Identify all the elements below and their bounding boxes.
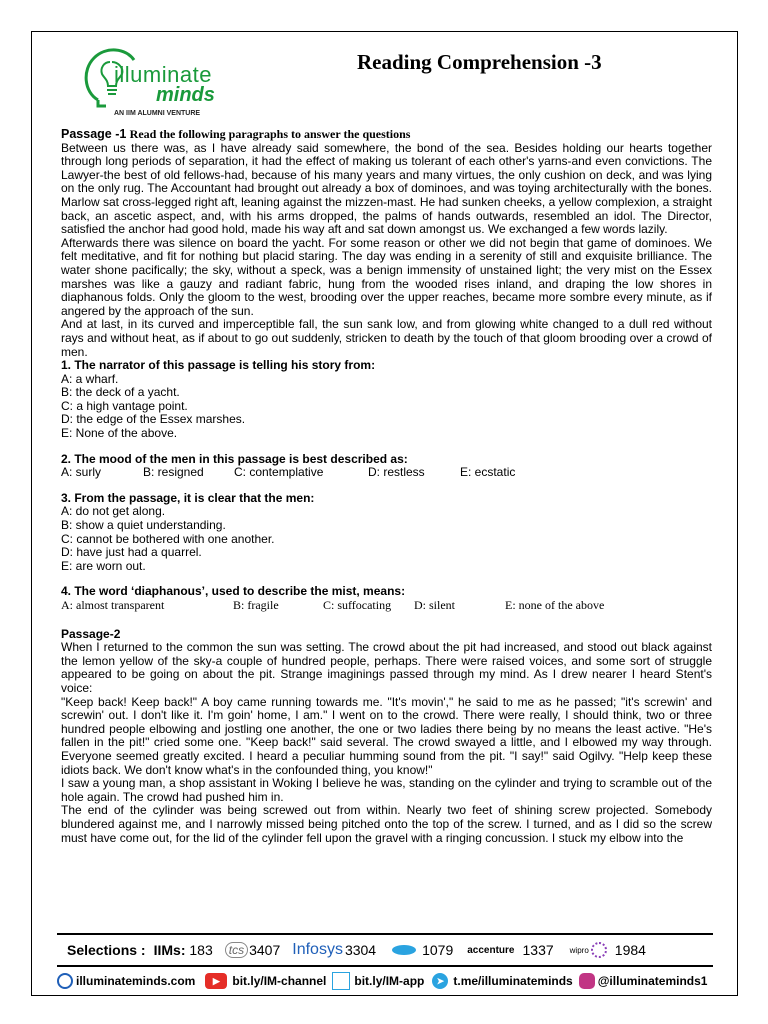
question-4-option: D: silent: [414, 598, 455, 612]
selections-bar: [57, 933, 713, 967]
instagram-icon: [579, 973, 595, 989]
passage-1-paragraph: Afterwards there was silence on board the yacht. For some reason or other we did not begin that game of dominoes. We felt meditative, and fit for nothing but placid staring. The day was ending in a serenity of still and exquisite brilliance. The water shone pacifically; the sky, without a speck, was a benign immensity of unstained light; the very mist on the Essex marshes was like a gauzy and radiant fabric, hung from the wooded rises inland, and draping the low shores in diaphanous folds. Only the gloom to the west, brooding over the upper reaches, became more sombre every minute, as if angered by the approach of the sun.: [61, 235, 712, 318]
youtube-link[interactable]: ▶ bit.ly/IM-channel: [205, 973, 326, 989]
main-content: [61, 128, 712, 845]
question-3-option: A: do not get along.: [61, 504, 166, 519]
stat-infosys: Infosys 3304: [292, 941, 377, 958]
question-1-option: A: a wharf.: [61, 371, 119, 386]
question-2-option: D: restless: [368, 465, 425, 480]
question-1-option: B: the deck of a yacht.: [61, 385, 180, 400]
passage-2-paragraph: "Keep back! Keep back!" A boy came running towards me. "It's movin'," he said to me as he passed; "it's screwin' and screwin' out. I don't like it. I'm goin' home, I am." I went on to the crowd. There were really, I should think, two or three hundred people elbowing and jostling one another, the one or two ladies there being by no means the least active. "He's fallen in the pit!" cried some one. "Keep back!" said several. The crowd swayed a little, and I elbowed my way through. Everyone seemed greatly excited. I heard a peculiar humming sound from the pit. "I say!" said Ogilvy. "Help keep these idiots back. We don't know what's in the confounded thing, you know!": [61, 694, 712, 777]
passage-1-label: Passage -1: [61, 127, 127, 141]
passage-2-paragraph: I saw a young man, a shop assistant in Woking I believe he was, standing on the cylinder and trying to scramble out of the hole again. The crowd had pushed him in.: [61, 776, 712, 804]
question-3: 3. From the passage, it is clear that the men:: [61, 490, 315, 505]
telegram-icon: ➤: [432, 973, 448, 989]
passage-2-label: Passage-2: [61, 626, 121, 641]
passage-1-paragraph: Between us there was, as I have already said somewhere, the bond of the sea. Besides holding our hearts together through long periods of separation, it had the effect of making us tolerant of each other's yarns-and even convictions. The Lawyer-the best of old fellows-had, because of his many years and many virtues, the only cushion on deck, and was lying on the only rug. The Accountant had brought out already a box of dominoes, and was toying architecturally with the bones. Marlow sat cross-legged right aft, leaning against the mizzen-mast. He had sunken cheeks, a yellow complexion, a straight back, an ascetic aspect, and, with his arms dropped, the palms of hands outwards, resembled an idol. The Director, satisfied the anchor had good hold, made his way aft and sat down amongst us. We exchanged a few words lazily.: [61, 140, 712, 237]
passage-1-instruction: Read the following paragraphs to answer the questions: [129, 127, 411, 141]
question-2-option: C: contemplative: [234, 465, 324, 480]
logo-tagline: AN IIM ALUMNI VENTURE: [114, 110, 201, 117]
question-4-option: A: almost transparent: [61, 598, 165, 612]
passage-1-paragraph: And at last, in its curved and imperceptible fall, the sun sank low, and from glowing white changed to a dull red without rays and without heat, as if about to go out suddenly, stricken to death by the touch of that gloom brooding over a crowd of men.: [61, 317, 712, 359]
question-3-option: C: cannot be bothered with one another.: [61, 531, 275, 546]
question-4-options: [61, 599, 712, 613]
stat-iims: IIMs : 183: [153, 942, 213, 958]
question-1-option: E: None of the above.: [61, 426, 178, 441]
instagram-link[interactable]: @illuminateminds1: [579, 973, 708, 989]
globe-icon: [57, 973, 73, 989]
question-4-option: E: none of the above: [505, 598, 605, 612]
question-1-option: C: a high vantage point.: [61, 398, 188, 413]
question-2-option: B: resigned: [143, 465, 204, 480]
question-1: 1. The narrator of this passage is telling his story from:: [61, 358, 376, 373]
passage-2-paragraph: When I returned to the common the sun was setting. The crowd about the pit had increased, and stood out black against the lemon yellow of the sky-a couple of hundred people, perhaps. There were raised voices, and some sort of struggle appeared to be going on about the pit. Strange imaginings passed through my mind. As I drew nearer I heard Stent's voice:: [61, 640, 712, 695]
question-3-option: D: have just had a quarrel.: [61, 545, 202, 560]
brand-accenture-logo: accenture: [467, 944, 515, 956]
app-link[interactable]: bit.ly/IM-app: [332, 972, 424, 990]
question-2-options: [61, 466, 712, 480]
question-2: 2. The mood of the men in this passage is best described as:: [61, 451, 408, 466]
wipro-icon: [591, 942, 607, 958]
page-frame: [31, 31, 738, 996]
capgemini-icon: [392, 945, 416, 955]
question-2-option: A: surly: [61, 465, 102, 480]
question-1-option: D: the edge of the Essex marshes.: [61, 412, 246, 427]
logo-wordmark-minds: minds: [156, 84, 215, 106]
telegram-link[interactable]: ➤ t.me/illuminateminds: [432, 973, 572, 989]
passage-2-paragraph: The end of the cylinder was being screwed out from within. Nearly two feet of shining screw projected. Somebody blundered against me, and I narrowly missed being pitched onto the top of the screw. I turned, and as I did so the screw must have come out, for the lid of the cylinder fell upon the gravel with a ringing concussion. I stuck my elbow into the: [61, 803, 712, 845]
brand-tcs-logo: tcs: [225, 942, 248, 958]
passage-1-header: [61, 128, 712, 142]
website-link[interactable]: illuminateminds.com: [57, 973, 195, 989]
stat-accenture: accenture 1337: [467, 942, 554, 958]
logo-wordmark-illuminate: illuminate: [114, 62, 212, 87]
brand-iims: IIMs: [153, 942, 181, 958]
question-2-option: E: ecstatic: [460, 465, 516, 480]
question-3-option: B: show a quiet understanding.: [61, 518, 226, 533]
stat-wipro: wipro 1984: [569, 942, 646, 958]
brand-wipro-logo: wipro: [569, 945, 589, 955]
youtube-icon: ▶: [205, 973, 227, 989]
stat-tcs: tcs 3407: [225, 942, 281, 958]
question-4: 4. The word ‘diaphanous’, used to describe the mist, means:: [61, 584, 406, 599]
stat-capgemini: 1079: [392, 942, 453, 958]
question-3-option: E: are worn out.: [61, 558, 146, 573]
question-4-option: C: suffocating: [323, 598, 392, 612]
question-4-option: B: fragile: [233, 598, 279, 612]
brand-infosys-logo: Infosys: [292, 941, 343, 958]
selections-label: Selections :: [67, 942, 146, 958]
social-links-bar: [57, 967, 713, 995]
illuminate-minds-logo: [76, 42, 226, 120]
page-title: Reading Comprehension -3: [357, 50, 602, 74]
app-search-icon: [332, 972, 350, 990]
